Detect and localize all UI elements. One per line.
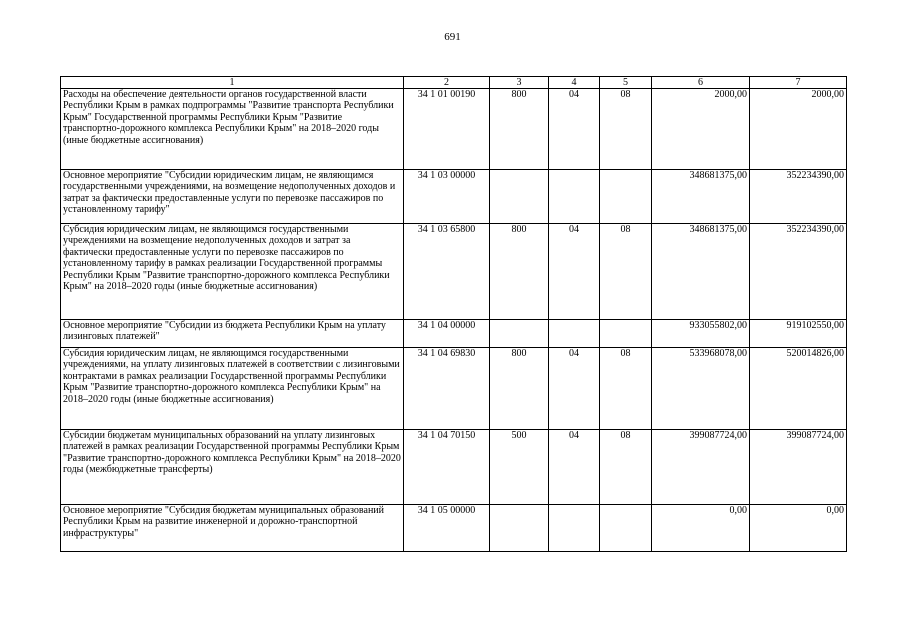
row-amount-col6: 2000,00 — [652, 89, 750, 170]
row-description: Субсидия юридическим лицам, не являющимся государственными учреждениями на возмещение недополученных доходов и затрат за фактически предоставленные услуги по перевозке пассажиров по установленному тарифу в рамках реализации Государственной программы Республики Крым "Развитие транспортно-дорожного комплекса Республики Крым" на 2018–2020 годы (иные бюджетные ассигнования) — [61, 224, 404, 320]
row-target-code: 34 1 04 69830 — [404, 348, 490, 430]
row-amount-col6: 933055802,00 — [652, 320, 750, 348]
row-expense-type — [490, 505, 549, 552]
row-section: 04 — [549, 224, 600, 320]
budget-table — [60, 76, 847, 552]
row-target-code: 34 1 03 00000 — [404, 170, 490, 224]
table-row — [61, 348, 847, 430]
row-amount-col7: 0,00 — [750, 505, 847, 552]
row-target-code: 34 1 01 00190 — [404, 89, 490, 170]
page-number: 691 — [444, 31, 461, 43]
row-target-code: 34 1 04 70150 — [404, 430, 490, 505]
header-cell: 2 — [404, 77, 490, 89]
row-subsection — [600, 505, 652, 552]
row-section — [549, 170, 600, 224]
row-amount-col6: 348681375,00 — [652, 224, 750, 320]
row-subsection: 08 — [600, 89, 652, 170]
row-amount-col6: 348681375,00 — [652, 170, 750, 224]
header-row — [61, 77, 847, 89]
row-expense-type: 800 — [490, 89, 549, 170]
row-amount-col6: 0,00 — [652, 505, 750, 552]
row-amount-col7: 352234390,00 — [750, 224, 847, 320]
row-amount-col7: 399087724,00 — [750, 430, 847, 505]
row-section: 04 — [549, 89, 600, 170]
table-row — [61, 505, 847, 552]
row-target-code: 34 1 03 65800 — [404, 224, 490, 320]
table-row — [61, 170, 847, 224]
header-cell: 7 — [750, 77, 847, 89]
row-subsection: 08 — [600, 348, 652, 430]
row-amount-col7: 2000,00 — [750, 89, 847, 170]
header-cell: 6 — [652, 77, 750, 89]
table-row — [61, 224, 847, 320]
table-row — [61, 430, 847, 505]
row-description: Субсидии бюджетам муниципальных образований на уплату лизинговых платежей в рамках реализации Государственной программы Республики Крым "Развитие транспортно-дорожного комплекса Республики Крым" на 2018–2020 годы (межбюджетные трансферты) — [61, 430, 404, 505]
row-subsection — [600, 320, 652, 348]
row-amount-col7: 919102550,00 — [750, 320, 847, 348]
row-description: Субсидия юридическим лицам, не являющимся государственными учреждениями, на уплату лизинговых платежей в соответствии с лизинговыми контрактами в рамках реализации Государственной программы Республики Крым "Развитие транспортно-дорожного комплекса Республики Крым" на 2018–2020 годы (иные бюджетные ассигнования) — [61, 348, 404, 430]
row-section — [549, 320, 600, 348]
row-subsection — [600, 170, 652, 224]
row-section: 04 — [549, 430, 600, 505]
header-cell: 3 — [490, 77, 549, 89]
row-target-code: 34 1 04 00000 — [404, 320, 490, 348]
row-target-code: 34 1 05 00000 — [404, 505, 490, 552]
row-amount-col7: 352234390,00 — [750, 170, 847, 224]
row-description: Основное мероприятие "Субсидии из бюджета Республики Крым на уплату лизинговых платежей" — [61, 320, 404, 348]
row-expense-type: 800 — [490, 348, 549, 430]
header-cell: 1 — [61, 77, 404, 89]
row-expense-type — [490, 170, 549, 224]
row-description: Основное мероприятие "Субсидии юридическим лицам, не являющимся государственными учреждениями, на возмещение недополученных доходов и затрат за фактически предоставленные услуги по перевозке пассажиров по установленному тарифу" — [61, 170, 404, 224]
header-cell: 5 — [600, 77, 652, 89]
table-row — [61, 320, 847, 348]
table-row — [61, 89, 847, 170]
row-subsection: 08 — [600, 224, 652, 320]
row-expense-type — [490, 320, 549, 348]
row-amount-col7: 520014826,00 — [750, 348, 847, 430]
row-description: Основное мероприятие "Субсидия бюджетам муниципальных образований Республики Крым на развитие инженерной и дорожно-транспортной инфраструктуры" — [61, 505, 404, 552]
row-section — [549, 505, 600, 552]
header-cell: 4 — [549, 77, 600, 89]
row-expense-type: 500 — [490, 430, 549, 505]
row-amount-col6: 399087724,00 — [652, 430, 750, 505]
row-section: 04 — [549, 348, 600, 430]
row-expense-type: 800 — [490, 224, 549, 320]
row-amount-col6: 533968078,00 — [652, 348, 750, 430]
row-subsection: 08 — [600, 430, 652, 505]
row-description: Расходы на обеспечение деятельности органов государственной власти Республики Крым в рамках подпрограммы "Развитие транспорта Республики Крым" Государственной программы Республики Крым "Развитие транспортно-дорожного комплекса Республики Крым" на 2018–2020 годы (иные бюджетные ассигнования) — [61, 89, 404, 170]
